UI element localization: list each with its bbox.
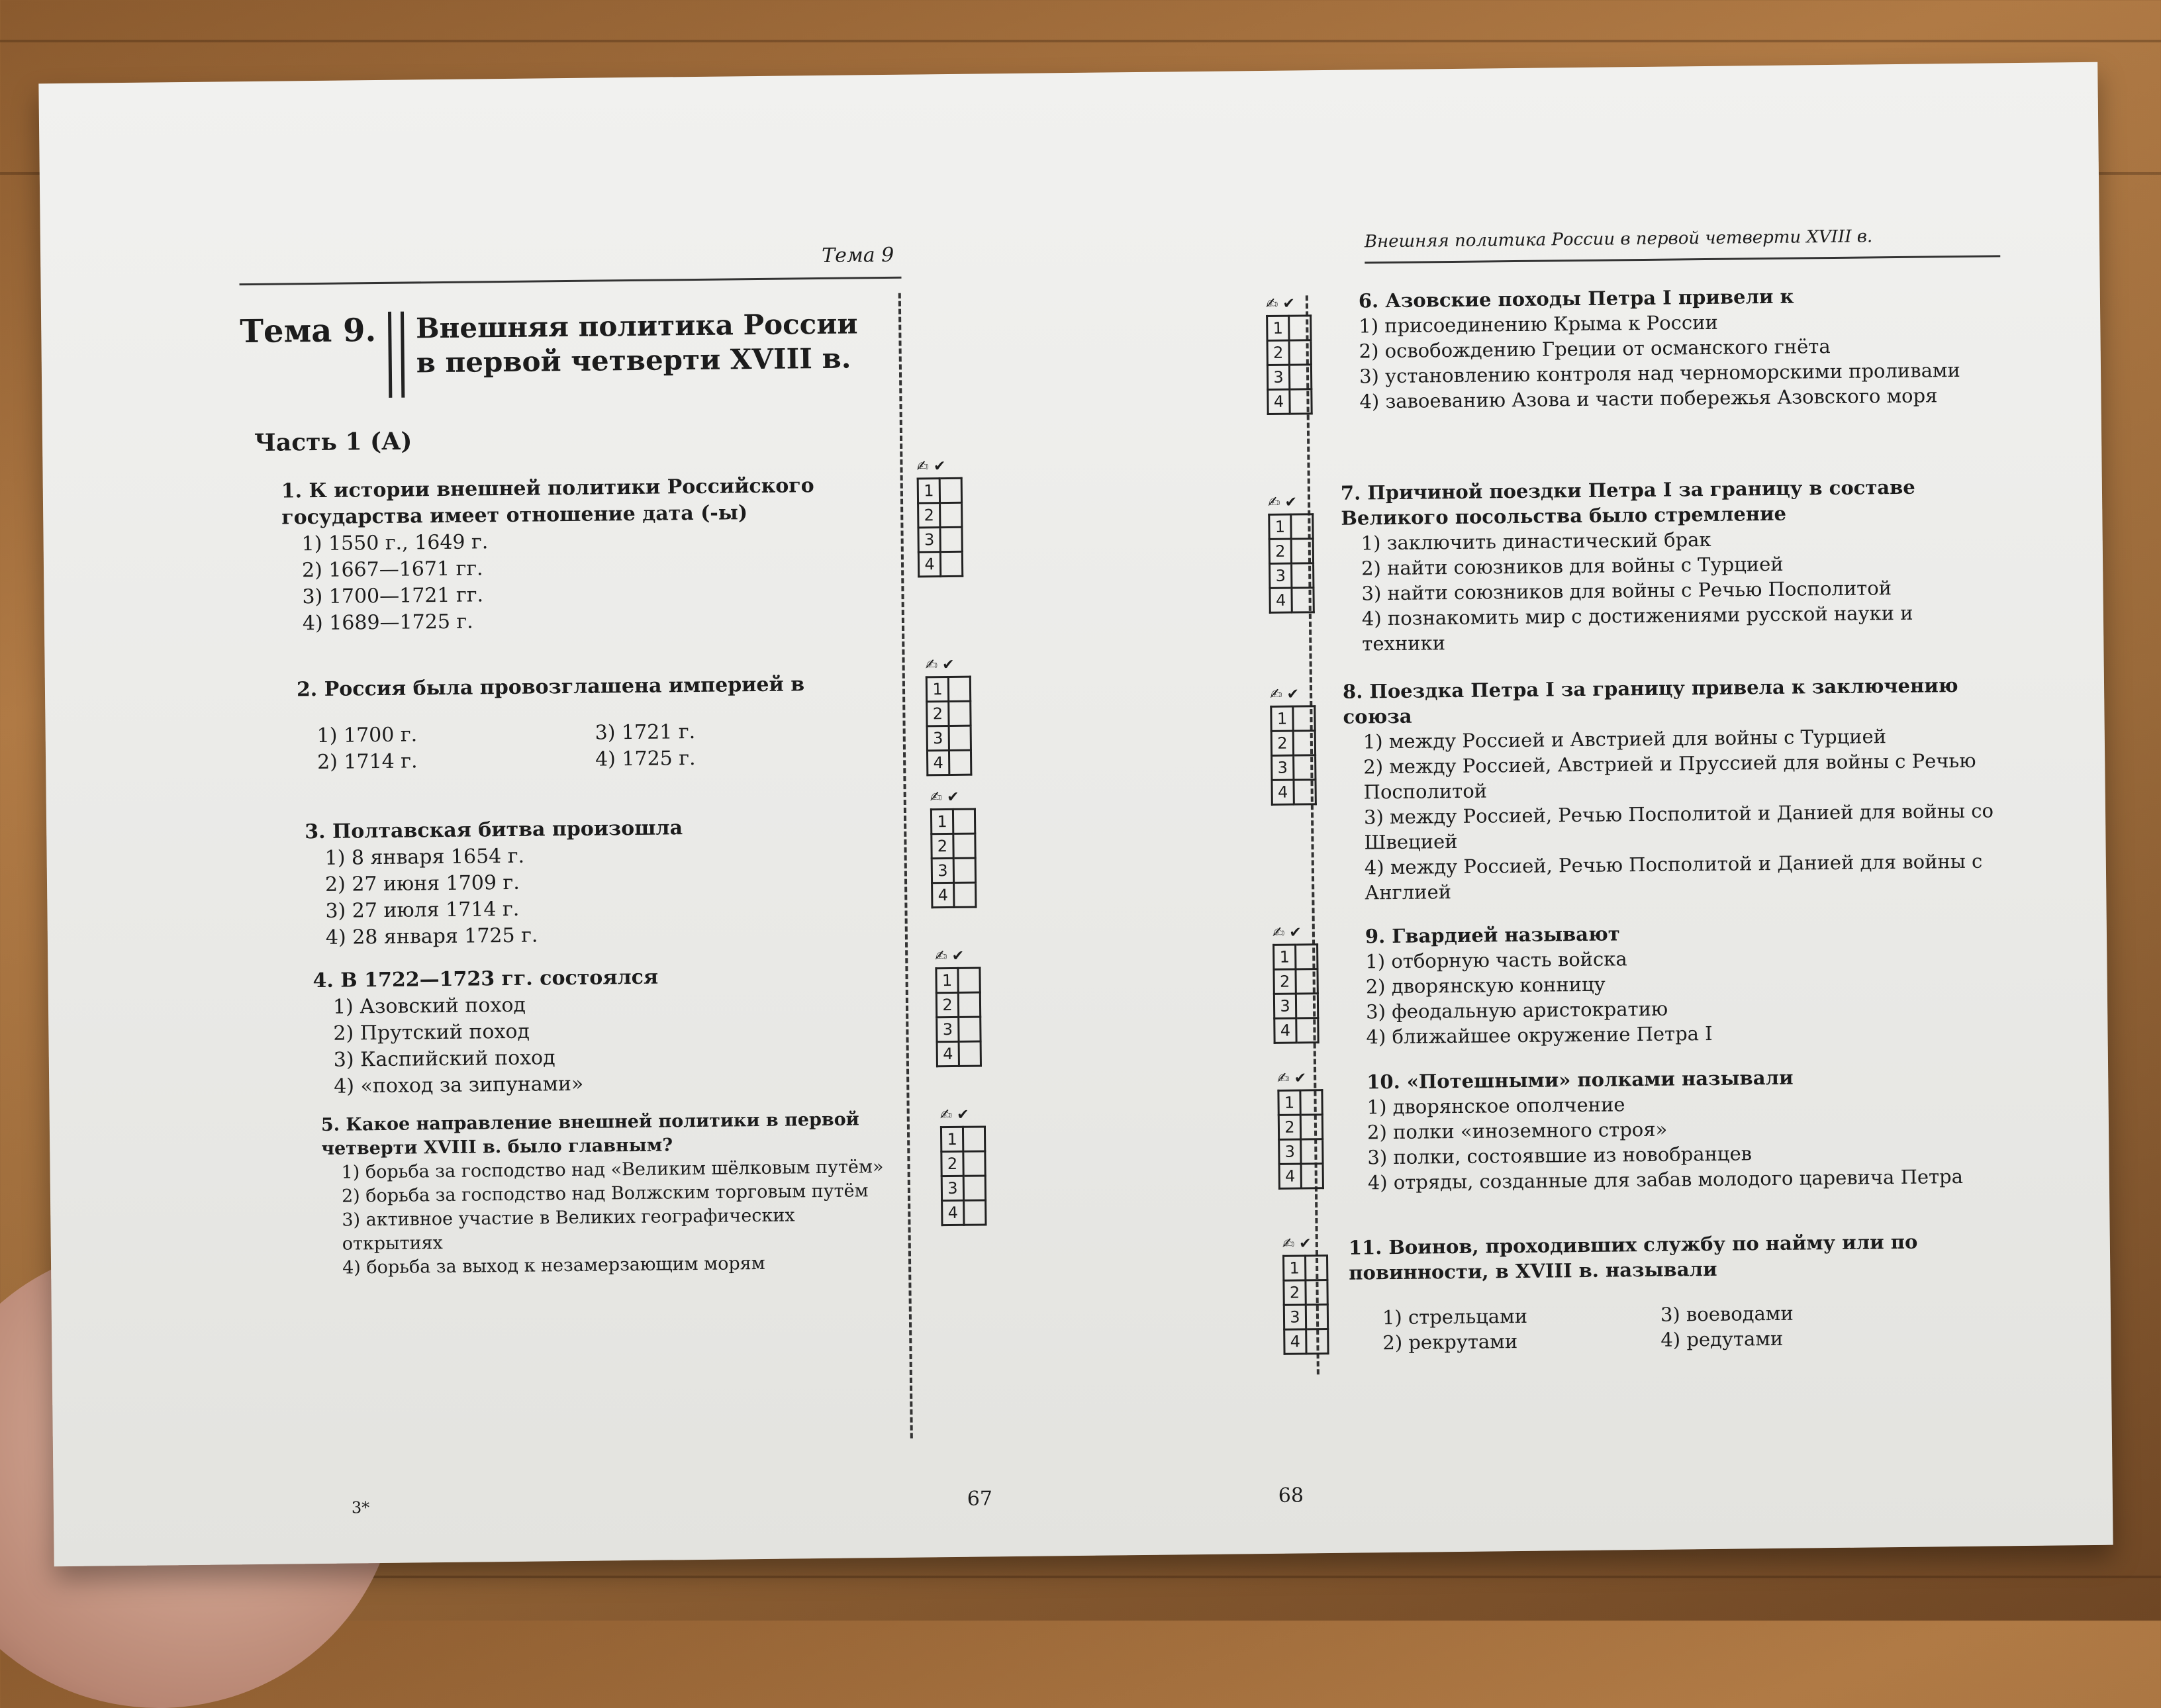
question-1: 1. К истории внешней политики Российского государства имеет отношение дата (-ы) 1) 1550 г., 1649 г. 2) 1667—1671 гг. 3) 1700—1721 гг. 4) 1689—1725 г.: [281, 474, 814, 636]
answer-box-4[interactable]: ✍ ✔ 1 2 3 4: [935, 948, 982, 1068]
answer-box-10[interactable]: ✍ ✔ 1 2 3 4: [1277, 1070, 1324, 1190]
answer-box-3[interactable]: ✍ ✔ 1 2 3 4: [930, 789, 977, 909]
right-page: [1071, 62, 2113, 1556]
question-7: 7. Причиной поездки Петра I за границу в составе Великого посольства было стремление 1) заключить династический брак 2) найти союзников для войны с Турцией 3) найти союзников для войны с Речью Посполитой 4) познакомить мир с достижениями русской науки и техники: [1340, 475, 1915, 655]
answer-box-1[interactable]: ✍ ✔ 1 2 3 4: [916, 458, 963, 578]
running-head: Тема 9: [821, 243, 894, 267]
answer-box-7[interactable]: ✍ ✔ 1 2 3 4: [1268, 494, 1315, 614]
question-11: 11. Воинов, проходивших службу по найму или по повинности, в XVIII в. называли 1) стрельцами 3) воеводами 2) рекрутами 4) редутами: [1348, 1230, 1918, 1354]
topic-number: Тема 9.: [240, 312, 377, 351]
question-10: 10. «Потешными» полками называли 1) дворянское ополчение 2) полки «иноземного строя» 3) полки, состоявшие из новобранцев 4) отряды, созданные для забав молодого царевича Петра: [1367, 1066, 1964, 1194]
cut-line: [1306, 295, 1320, 1374]
title-divider: [388, 312, 405, 398]
topic-title-text: Внешняя политика России в первой четверти XVIII в.: [415, 307, 858, 379]
answer-box-11[interactable]: ✍ ✔ 1 2 3 4: [1282, 1235, 1329, 1355]
answer-box-9[interactable]: ✍ ✔ 1 2 3 4: [1273, 924, 1320, 1044]
part-label: Часть 1 (А): [254, 427, 412, 457]
header-rule: [1365, 255, 2000, 263]
page-number: 68: [1278, 1484, 1304, 1507]
running-head: Внешняя политика России в первой четверти XVIII в.: [1364, 226, 1873, 252]
answer-box-2[interactable]: ✍ ✔ 1 2 3 4: [925, 657, 972, 777]
question-2: 2. Россия была провозглашена империей в 1) 1700 г. 3) 1721 г. 2) 1714 г. 4) 1725 г.: [296, 673, 805, 774]
answer-box-5[interactable]: ✍ ✔ 1 2 3 4: [940, 1106, 987, 1226]
question-5: 5. Какое направление внешней политики в первой четверти XVIII в. было главным? 1) борьба за господство над «Великим шёлковым путём» 2) борьба за господство над Волжским торговым путём 3) активное участие в Великих географических открытиях 4) борьба за выход к незамерзающим морям: [320, 1109, 884, 1278]
question-9: 9. Гвардией называют 1) отборную часть войска 2) дворянскую конницу 3) феодальную аристократию 4) ближайшее окружение Петра I: [1365, 922, 1713, 1049]
question-6: 6. Азовские походы Петра I привели к 1) присоединению Крыма к России 2) освобождению Греции от османского гнёта 3) установлению контроля над черноморскими проливами 4) завоеванию Азова и части побережья Азовского моря: [1358, 285, 1960, 413]
question-8: 8. Поездка Петра I за границу привела к заключению союза 1) между Россией и Австрией для войны с Турцией 2) между Россией, Австрией и Пруссией для войны с Речью Посполитой 3) между Россией, Речью Посполитой и Данией для войны со Швецией 4) между Россией, Речью Посполитой и Данией для войны с Англией: [1342, 674, 1994, 904]
question-4: 4. В 1722—1723 гг. состоялся 1) Азовский поход 2) Прутский поход 3) Каспийский поход 4) «поход за зипунами»: [312, 965, 659, 1098]
footer-mark: 3*: [351, 1498, 370, 1517]
page-number: 67: [967, 1487, 993, 1511]
answer-box-8[interactable]: ✍ ✔ 1 2 3 4: [1270, 686, 1317, 806]
topic-title: [240, 307, 859, 399]
left-page: [38, 73, 1086, 1566]
cut-line: [898, 293, 913, 1439]
header-rule: [240, 277, 902, 285]
answer-box-6[interactable]: ✍ ✔ 1 2 3 4: [1266, 295, 1313, 415]
question-3: 3. Полтавская битва произошла 1) 8 января 1654 г. 2) 27 июня 1709 г. 3) 27 июля 1714 г. 4) 28 января 1725 г.: [305, 816, 683, 949]
workbook-spread: [38, 62, 2113, 1566]
